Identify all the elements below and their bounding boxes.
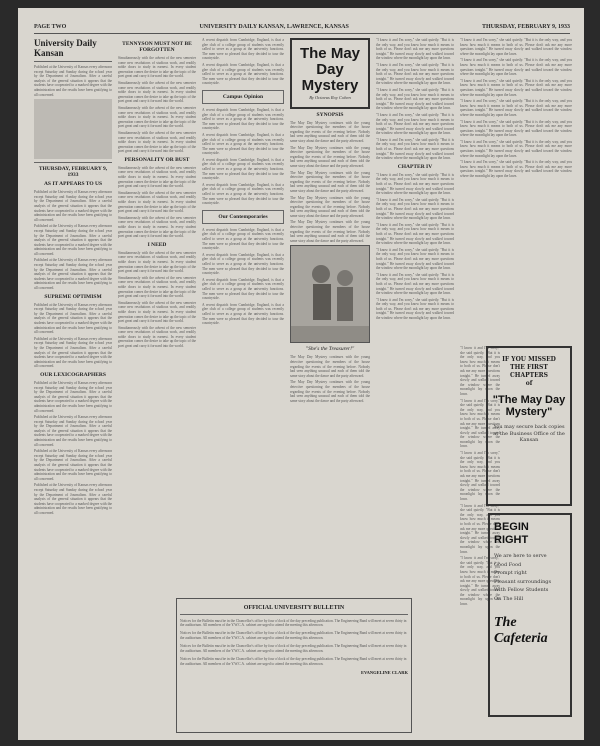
ad-line: Pleasant surroundings (494, 578, 552, 585)
publication-title: UNIVERSITY DAILY KANSAN, LAWRENCE, KANSAS (199, 23, 349, 30)
headline-i-need: I NEED (147, 241, 167, 248)
serial-body: "I know it and I'm sorry," she said quietly. "But it is the only way, and you know how much it means to both of us. Please don't ask me any more questions tonight." He turned away slowly and walked toward the window where the moonlight lay upon the lawn. (376, 172, 454, 196)
serial-body: "I know it and I'm sorry," she said quietly. "But it is the only way, and you know how much it means to both of us. Please don't ask me any more questions tonight." He turned away slowly and walked toward the window where the moonlight lay upon the lawn. (460, 58, 572, 77)
article-body: A recent dispatch from Cambridge, England, is that a glee club of a college group of students was recently called to serve as a group at the university functions. The men were so pleased that they decided to tour the countryside. (202, 227, 284, 251)
headline-as-it-appears: AS IT APPEARS TO US (43, 181, 103, 188)
serial-body: The May Day Mystery continues with the young detective questioning the members of the house regarding the events of the evening before. Nobody had seen anything unusual and each of them told the same story about the dance and the party afterward. (290, 145, 370, 168)
serial-body: "I know it and I'm sorry," she said quietly. "But it is the only way, and you know how much it means to both of us. Please don't ask me any more questions tonight." He turned away slowly and walked toward the window where the moonlight lay upon the lawn. (376, 62, 454, 86)
serial-body: "I know it and I'm sorry," she said quietly. "But it is the only way, and you know how much it means to both of us. Please don't ask me any more questions tonight." He turned away slowly and walked toward the window where the moonlight lay upon the lawn. (376, 87, 454, 111)
serial-body: "I know it and I'm sorry," she said quietly. "But it is the only way, and you know how much it means to both of us. Please don't ask me any more questions tonight." He turned away slowly and walked toward the window where the moonlight lay upon the lawn. (376, 112, 454, 136)
promo-line3: of (525, 380, 533, 387)
article-body: Published at the University of Kansas every afternoon except Saturday and Sunday during the school year by the Department of Journalism. After a careful analysis of the general situation it appears that the students have cooperated to a marked degree with the administration and the results have been gratifying to all concerned. (34, 190, 112, 222)
bulletin-title: OFFICIAL UNIVERSITY BULLETIN (243, 605, 345, 611)
column-editorial-2 (118, 38, 196, 598)
staff-listing-block (34, 99, 112, 159)
article-body: A recent dispatch from Cambridge, England, is that a glee club of a college group of students was recently called to serve as a group at the university functions. The men were so pleased that they decided to tour the countryside. (202, 302, 284, 326)
serial-body: The May Day Mystery continues with the young detective questioning the members of the house regarding the events of the evening before. Nobody had seen anything unusual and each of them told the same story about the dance and the party afterward. (290, 355, 370, 378)
serial-body: "I know it and I'm sorry," she said quietly. "But it is the only way, and you know how much it means to both of us. Please don't ask me any more questions tonight." He turned away slowly and walked toward the window where the moonlight lay upon the lawn. (460, 451, 500, 501)
page-number: PAGE TWO (34, 23, 67, 30)
ad-line: We are here to serve (494, 553, 547, 559)
date-line: THURSDAY, FEBRUARY 9, 1933 (38, 166, 108, 179)
section-campus-opinion: Campus Opinion (202, 90, 284, 104)
promo-line2: THE FIRST CHAPTERS (510, 364, 548, 379)
divider (180, 614, 408, 615)
article-body: A recent dispatch from Cambridge, England, is that a glee club of a college group of students was recently called to serve as a group at the university functions. The men were so pleased that they decided to tour the countryside. (202, 157, 284, 181)
serial-body: "I know it and I'm sorry," she said quietly. "But it is the only way, and you know how much it means to both of us. Please don't ask me any more questions tonight." He turned away slowly and walked toward the window where the moonlight lay upon the lawn. (376, 297, 454, 321)
ad-line: On The Hill (494, 595, 524, 602)
ad-headline: BEGIN RIGHT (494, 521, 529, 546)
article-body: A recent dispatch from Cambridge, England, is that a glee club of a college group of students was recently called to serve as a group at the university functions. The men were so pleased that they decided to tour the countryside. (202, 252, 284, 276)
headline-personality: PERSONALITY OR BUST (124, 156, 190, 163)
column-editorial (34, 38, 112, 733)
cafeteria-ad (488, 513, 572, 717)
column-campus-opinion (202, 38, 284, 598)
divider (34, 162, 112, 163)
article-body: Published at the University of Kansas every afternoon except Saturday and Sunday during the school year by the Department of Journalism. After a careful analysis of the general situation it appears that the students have cooperated to a marked degree with the administration and the results have been gratifying to all concerned. (34, 415, 112, 447)
article-body: Simultaneously with the advent of the new semester come new resolutions of studious work, and readily noble doors to study in earnest. In every student generation comes the desire to take up the topic of the poet great and carry it forward into the world. (118, 325, 196, 349)
serial-byline: By Octavus Roy Cohen (309, 95, 351, 100)
serial-body: The May Day Mystery continues with the young detective questioning the members of the house regarding the events of the evening before. Nobody had seen anything unusual and each of them told the same story about the dance and the party afterward. (290, 120, 370, 143)
serial-title-line2: Mystery (301, 77, 359, 94)
serial-promo-box (486, 346, 572, 506)
article-body: Simultaneously with the advent of the new semester come new resolutions of studious work, and readily noble doors to study in earnest. In every student generation comes the desire to take up the topic of the poet great and carry it forward into the world. (118, 215, 196, 239)
promo-line1: IF YOU MISSED (502, 356, 556, 363)
serial-body: "I know it and I'm sorry," she said quietly. "But it is the only way, and you know how much it means to both of us. Please don't ask me any more questions tonight." He turned away slowly and walked toward the window where the moonlight lay upon the lawn. (376, 222, 454, 246)
ad-logo: The Cafeteria (494, 615, 548, 646)
article-body: Simultaneously with the advent of the new semester come new resolutions of studious work, and readily noble doors to study in earnest. In every student generation comes the desire to take up the topic of the poet great and carry it forward into the world. (118, 105, 196, 129)
article-body: Published at the University of Kansas every afternoon except Saturday and Sunday during the school year by the Department of Journalism. After a careful analysis of the general situation it appears that the students have cooperated to a marked degree with the administration and the results have been gratifying to all concerned. (34, 380, 112, 413)
article-body: Published at the University of Kansas every afternoon except Saturday and Sunday during the school year by the Department of Journalism. After a careful analysis of the general situation it appears that the students have cooperated to a marked degree with the administration and the results have been gratifying to all concerned. (34, 302, 112, 335)
article-body: Simultaneously with the advent of the new semester come new resolutions of studious work, and readily noble doors to study in earnest. In every student generation comes the desire to take up the topic of the poet great and carry it forward into the world. (118, 300, 196, 324)
serial-body: "I know it and I'm sorry," she said quietly. "But it is the only way, and you know how much it means to both of us. Please don't ask me any more questions tonight." He turned away slowly and walked toward the window where the moonlight lay upon the lawn. (460, 99, 572, 117)
chapter-heading: CHAPTER IV (397, 163, 433, 170)
serial-body: "I know it and I'm sorry," she said quietly. "But it is the only way, and you know how much it means to both of us. Please don't ask me any more questions tonight." He turned away slowly and walked toward the window where the moonlight lay upon the lawn. (460, 556, 500, 607)
official-bulletin (176, 598, 412, 733)
serial-body: "I know it and I'm sorry," she said quietly. "But it is the only way, and you know how much it means to both of us. Please don't ask me any more questions tonight." He turned away slowly and walked toward the window where the moonlight lay upon the lawn. (376, 137, 454, 161)
synopsis-heading: SYNOPSIS (316, 111, 344, 118)
page-header (34, 22, 570, 34)
serial-title: The May Day (299, 45, 360, 78)
headline-supreme-optimism: SUPREME OPTIMISM (44, 293, 102, 300)
article-body: Published at the University of Kansas every afternoon except Saturday and Sunday during the school year by the Department of Journalism. After a careful analysis of the general situation it appears that the students have cooperated to a marked degree with the administration and the results have been gratifying to all concerned. (34, 483, 112, 515)
issue-date: THURSDAY, FEBRUARY 9, 1933 (482, 23, 570, 30)
article-body: Published at the University of Kansas every afternoon except Saturday and Sunday during the school year by the Department of Journalism. After a careful analysis of the general situation it appears that the students have cooperated to a marked degree with the administration and the results have been gratifying to all concerned. (34, 258, 112, 291)
article-body: Simultaneously with the advent of the new semester come new resolutions of studious work, and readily noble doors to study in earnest. In every student generation comes the desire to take up the topic of the poet great and carry it forward into the world. (118, 80, 196, 104)
article-body: A recent dispatch from Cambridge, England, is that a glee club of a college group of students was recently called to serve as a group at the university functions. The men were so pleased that they decided to tour the countryside. (202, 132, 284, 156)
article-body: A recent dispatch from Cambridge, England, is that a glee club of a college group of students was recently called to serve as a group at the university functions. The men were so pleased that they decided to tour the countryside. (202, 277, 284, 301)
bulletin-body: Notices for the Bulletin must be in the Chancellor's office by four o'clock of the day preceding publication. The Engineering Band will meet at seven thirty in the auditorium. All members of the Y.W.C.A. cabinet are urged to attend the meeting this afternoon. (180, 618, 407, 628)
article-body: Simultaneously with the advent of the new semester come new resolutions of studious work, and readily noble doors to study in earnest. In every student generation comes the desire to take up the topic of the poet great and carry it forward into the world. (118, 56, 196, 79)
divider (34, 61, 112, 62)
illustration-caption: "She's the Treasurer!" (305, 346, 355, 353)
serial-body: "I know it and I'm sorry," she said quietly. "But it is the only way, and you know how much it means to both of us. Please don't ask me any more questions tonight." He turned away slowly and walked toward the window where the moonlight lay upon the lawn. (460, 139, 572, 158)
promo-title: "The May Day Mystery" (492, 394, 566, 418)
serial-body: "I know it and I'm sorry," she said quietly. "But it is the only way, and you know how much it means to both of us. Please don't ask me any more questions tonight." He turned away slowly and walked toward the window where the moonlight lay upon the lawn. (460, 160, 572, 179)
promo-body: You may secure back copies at the Business Office of the Kansan (493, 424, 565, 443)
article-body: A recent dispatch from Cambridge, England, is that a glee club of a college group of students was recently called to serve as a group at the university functions. The men were so pleased that they decided to tour the countryside. (202, 38, 284, 61)
article-body: A recent dispatch from Cambridge, England, is that a glee club of a college group of students was recently called to serve as a group at the university functions. The men were so pleased that they decided to tour the countryside. (202, 107, 284, 131)
article-body: Simultaneously with the advent of the new semester come new resolutions of studious work, and readily noble doors to study in earnest. In every student generation comes the desire to take up the topic of the poet great and carry it forward into the world. (118, 250, 196, 274)
serial-body: The May Day Mystery continues with the young detective questioning the members of the house regarding the events of the evening before. Nobody had seen anything unusual and each of them told the same story about the dance and the party afterward. (290, 380, 370, 403)
column-serial-right (460, 38, 572, 338)
serial-body: "I know it and I'm sorry," she said quietly. "But it is the only way, and you know how much it means to both of us. Please don't ask me any more questions tonight." He turned away slowly and walked toward the window where the moonlight lay upon the lawn. (460, 78, 572, 97)
masthead: University Daily Kansan (34, 38, 97, 58)
article-body: Simultaneously with the advent of the new semester come new resolutions of studious work, and readily noble doors to study in earnest. In every student generation comes the desire to take up the topic of the poet great and carry it forward into the world. (118, 165, 196, 189)
serial-title-box (290, 38, 370, 109)
column-serial (290, 38, 370, 613)
column-serial-continued (376, 38, 454, 598)
bulletin-body: Notices for the Bulletin must be in the Chancellor's office by four o'clock of the day preceding publication. The Engineering Band will meet at seven thirty in the auditorium. All members of the Y.W.C.A. cabinet are urged to attend the meeting this afternoon. (180, 631, 407, 640)
serial-body: "I know it and I'm sorry," she said quietly. "But it is the only way, and you know how much it means to both of us. Please don't ask me any more questions tonight." He turned away slowly and walked toward the window where the moonlight lay upon the lawn. (376, 247, 454, 271)
serial-body: "I know it and I'm sorry," she said quietly. "But it is the only way, and you know how much it means to both of us. Please don't ask me any more questions tonight." He turned away slowly and walked toward the window where the moonlight lay upon the lawn. (376, 197, 454, 221)
headline-lexicographers: OUR LEXICOGRAPHERS (40, 371, 106, 378)
serial-body: "I know it and I'm sorry," she said quietly. "But it is the only way, and you know how much it means to both of us. Please don't ask me any more questions tonight." He turned away slowly and walked toward the window where the moonlight lay upon the lawn. (460, 119, 572, 138)
article-body: Published at the University of Kansas every afternoon except Saturday and Sunday during the school year by the Department of Journalism. After a careful analysis of the general situation it appears that the students have cooperated to a marked degree with the administration and the results have been gratifying to all concerned. (34, 336, 112, 369)
serial-body: "I know it and I'm sorry," she said quietly. "But it is the only way, and you know how much it means to both of us. Please don't ask me any more questions tonight." He turned away slowly and walked toward the window where the moonlight lay upon the lawn. (376, 272, 454, 296)
serial-body: The May Day Mystery continues with the young detective questioning the members of the house regarding the events of the evening before. Nobody had seen anything unusual and each of them told the same story about the dance and the party afterward. (290, 195, 370, 218)
article-body: Simultaneously with the advent of the new semester come new resolutions of studious work, and readily noble doors to study in earnest. In every student generation comes the desire to take up the topic of the poet great and carry it forward into the world. (118, 130, 196, 154)
masthead-body: Published at the University of Kansas every afternoon except Saturday and Sunday during the school year by the Department of Journalism. After a careful analysis of the general situation it appears that the students have cooperated to a marked degree with the administration and the results have been gratifying to all concerned. (34, 65, 112, 97)
serial-body: "I know it and I'm sorry," she said quietly. "But it is the only way, and you know how much it means to both of us. Please don't ask me any more questions tonight." He turned away slowly and walked toward the window where the moonlight lay upon the lawn. (460, 398, 500, 449)
article-body: Simultaneously with the advent of the new semester come new resolutions of studious work, and readily noble doors to study in earnest. In every student generation comes the desire to take up the topic of the poet great and carry it forward into the world. (118, 190, 196, 214)
serial-body: The May Day Mystery continues with the young detective questioning the members of the house regarding the events of the evening before. Nobody had seen anything unusual and each of them told the same story about the dance and the party afterward. (290, 170, 370, 193)
serial-body: "I know it and I'm sorry," she said quietly. "But it is the only way, and you know how much it means to both of us. Please don't ask me any more questions tonight." He turned away slowly and walked toward the window where the moonlight lay upon the lawn. (460, 38, 572, 56)
article-body: A recent dispatch from Cambridge, England, is that a glee club of a college group of students was recently called to serve as a group at the university functions. The men were so pleased that they decided to tour the countryside. (202, 182, 284, 206)
ad-line: With Fellow Students (494, 587, 549, 593)
section-contemporaries: Our Contemporaries (202, 210, 284, 224)
serial-illustration (290, 245, 370, 343)
serial-body: The May Day Mystery continues with the young detective questioning the members of the house regarding the events of the evening before. Nobody had seen anything unusual and each of them told the same story about the dance and the party afterward. (290, 220, 370, 243)
article-body: Published at the University of Kansas every afternoon except Saturday and Sunday during the school year by the Department of Journalism. After a careful analysis of the general situation it appears that the students have cooperated to a marked degree with the administration and the results have been gratifying to all concerned. (34, 224, 112, 256)
serial-body: "I know it and I'm sorry," she said quietly. "But it is the only way, and you know how much it means to both of us. Please don't ask me any more questions tonight." He turned away slowly and walked toward the window where the moonlight lay upon the lawn. (460, 346, 500, 396)
illustration-drawing (291, 246, 369, 342)
ad-line: Prompt right (494, 570, 527, 576)
bulletin-signature: EVANGELINE CLARK (360, 669, 408, 675)
article-body: Simultaneously with the advent of the new semester come new resolutions of studious work, and readily noble doors to study in earnest. In every student generation comes the desire to take up the topic of the poet great and carry it forward into the world. (118, 275, 196, 299)
newspaper-page (18, 8, 584, 740)
serial-body: "I know it and I'm sorry," she said quietly. "But it is the only way, and you know how much it means to both of us. Please don't ask me any more questions tonight." He turned away slowly and walked toward the window where the moonlight lay upon the lawn. (376, 38, 454, 61)
ad-line: Good Food (494, 561, 522, 568)
article-body: A recent dispatch from Cambridge, England, is that a glee club of a college group of students was recently called to serve as a group at the university functions. The men were so pleased that they decided to tour the countryside. (202, 62, 284, 86)
bulletin-body: Notices for the Bulletin must be in the Chancellor's office by four o'clock of the day preceding publication. The Engineering Band will meet at seven thirty in the auditorium. All members of the Y.W.C.A. cabinet are urged to attend the meeting this afternoon. (180, 656, 407, 666)
bulletin-body: Notices for the Bulletin must be in the Chancellor's office by four o'clock of the day preceding publication. The Engineering Band will meet at seven thirty in the auditorium. All members of the Y.W.C.A. cabinet are urged to attend the meeting this afternoon. (180, 644, 407, 653)
article-body: Published at the University of Kansas every afternoon except Saturday and Sunday during the school year by the Department of Journalism. After a careful analysis of the general situation it appears that the students have cooperated to a marked degree with the administration and the results have been gratifying to all concerned. (34, 449, 112, 481)
serial-body: "I know it and I'm sorry," she said quietly. "But it is the only way, and you know how much it means to both of us. Please don't ask me any more questions tonight." He turned away slowly and walked toward the window where the moonlight lay upon the lawn. (460, 503, 500, 554)
headline-tennyson: TENNYSON MUST NOT BE FORGOTTEN (122, 41, 192, 53)
